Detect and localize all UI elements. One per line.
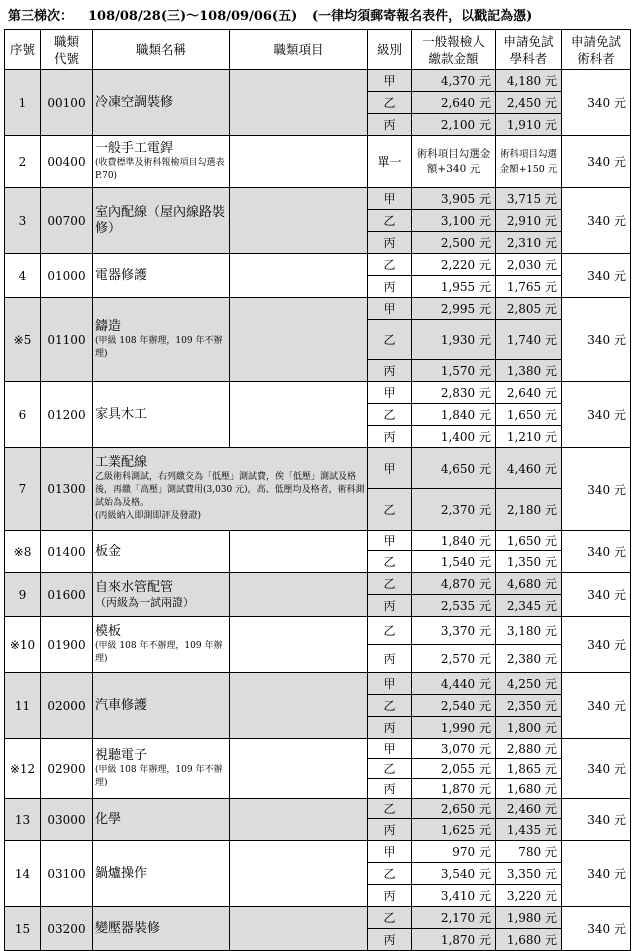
table-row <box>5 799 631 819</box>
table-row <box>5 617 631 645</box>
fee-cell: 術科項目勾選金額+340 元 <box>412 136 496 188</box>
level-cell: 乙 <box>368 617 412 645</box>
fee-cell: 970 元 <box>412 841 496 863</box>
row-item <box>230 739 368 799</box>
batch-label: 第三梯次： <box>8 9 74 24</box>
fee-cell: 1,990 元 <box>412 717 496 739</box>
level-cell: 丙 <box>368 929 412 951</box>
exempt-tech-cell: 340 元 <box>562 382 631 448</box>
exempt-tech-cell: 340 元 <box>562 188 631 254</box>
row-name-text: 冷凍空調裝修 <box>95 94 174 110</box>
level-cell: 乙 <box>368 863 412 885</box>
fee-cell: 2,170 元 <box>412 907 496 929</box>
level-cell: 丙 <box>368 114 412 136</box>
exempt-skill-cell: 1,380 元 <box>496 360 562 382</box>
exempt-tech-cell: 340 元 <box>562 531 631 573</box>
row-name <box>93 188 230 254</box>
row-code: 02000 <box>41 673 93 739</box>
fee-cell: 1,955 元 <box>412 276 496 298</box>
row-name-text: 家具木工 <box>95 406 148 422</box>
level-cell: 丙 <box>368 885 412 907</box>
exempt-skill-cell: 4,460 元 <box>496 448 562 489</box>
table-row <box>5 739 631 759</box>
level-cell: 乙 <box>368 404 412 426</box>
batch-dates: 108/08/28(三)～108/09/06(五) <box>88 9 298 24</box>
exempt-skill-cell: 3,180 元 <box>496 617 562 645</box>
row-seq: 15 <box>5 907 41 951</box>
fee-cell: 3,410 元 <box>412 885 496 907</box>
col-fee: 一般報檢人繳款金額 <box>412 30 496 70</box>
exempt-skill-cell: 1,650 元 <box>496 531 562 551</box>
batch-title-bar <box>4 7 630 27</box>
row-item <box>230 573 368 617</box>
level-cell: 乙 <box>368 92 412 114</box>
row-seq: 1 <box>5 70 41 136</box>
exempt-skill-cell: 1,210 元 <box>496 426 562 448</box>
row-name <box>93 799 230 841</box>
exempt-skill-cell: 2,310 元 <box>496 232 562 254</box>
exempt-skill-cell: 2,450 元 <box>496 92 562 114</box>
row-name-text: 模板 <box>95 623 122 639</box>
exempt-skill-cell: 4,180 元 <box>496 70 562 92</box>
row-name <box>93 382 230 448</box>
row-note: (甲級 108 年辦理，109 年不辦理) <box>95 335 223 359</box>
fee-cell: 2,995 元 <box>412 298 496 320</box>
exempt-skill-cell: 1,800 元 <box>496 717 562 739</box>
row-note: (收費標準及術科報檢項目勾選表 P.70) <box>95 157 225 181</box>
row-item <box>230 799 368 841</box>
table-row <box>5 188 631 210</box>
fee-table-body <box>5 70 631 951</box>
row-code: 01900 <box>41 617 93 673</box>
exempt-skill-cell: 1,980 元 <box>496 907 562 929</box>
row-code: 01400 <box>41 531 93 573</box>
table-row <box>5 298 631 320</box>
row-code: 01000 <box>41 254 93 298</box>
exempt-skill-cell: 2,350 元 <box>496 695 562 717</box>
col-exempt-tech: 申請免試術科者 <box>562 30 631 70</box>
level-cell: 丙 <box>368 645 412 673</box>
row-item <box>230 617 368 673</box>
exempt-skill-cell: 2,345 元 <box>496 595 562 617</box>
fee-cell: 1,840 元 <box>412 531 496 551</box>
exempt-tech-cell: 340 元 <box>562 617 631 673</box>
fee-cell: 2,500 元 <box>412 232 496 254</box>
fee-cell: 3,070 元 <box>412 739 496 759</box>
fee-cell: 4,650 元 <box>412 448 496 489</box>
row-name-text: 視聽電子 <box>95 747 148 763</box>
fee-cell: 2,830 元 <box>412 382 496 404</box>
row-name-text: 鑄造 <box>95 318 122 334</box>
exempt-tech-cell: 340 元 <box>562 448 631 531</box>
row-item <box>230 254 368 298</box>
row-name-text: 室內配線（屋內線路裝修） <box>95 204 226 236</box>
level-cell: 乙 <box>368 210 412 232</box>
row-code: 00100 <box>41 70 93 136</box>
fee-cell: 4,870 元 <box>412 573 496 595</box>
exempt-skill-cell: 3,220 元 <box>496 885 562 907</box>
fee-cell: 1,540 元 <box>412 551 496 573</box>
row-name-text: 變壓器裝修 <box>95 920 161 936</box>
row-name <box>93 573 230 617</box>
row-name <box>93 907 230 951</box>
table-row <box>5 531 631 551</box>
row-name-text: 鍋爐操作 <box>95 865 148 881</box>
level-cell: 乙 <box>368 254 412 276</box>
level-cell: 甲 <box>368 448 412 489</box>
row-seq: ※10 <box>5 617 41 673</box>
table-row <box>5 254 631 276</box>
row-code: 01300 <box>41 448 93 531</box>
exempt-skill-cell: 2,180 元 <box>496 489 562 531</box>
row-code: 00400 <box>41 136 93 188</box>
row-seq: 4 <box>5 254 41 298</box>
exempt-tech-cell: 340 元 <box>562 739 631 799</box>
row-note: (甲級 108 年不辦理，109 年辦理) <box>95 640 223 664</box>
row-name-text: 自來水管配管 <box>95 580 174 595</box>
exempt-skill-cell: 術科項目勾選金額+150 元 <box>496 136 562 188</box>
row-subnote: （丙級為一試兩證） <box>95 596 194 609</box>
row-code: 03000 <box>41 799 93 841</box>
row-name <box>93 448 368 531</box>
level-cell: 乙 <box>368 695 412 717</box>
exempt-skill-cell: 1,350 元 <box>496 551 562 573</box>
row-name-text: 一般手工電銲 <box>95 140 174 156</box>
fee-cell: 2,220 元 <box>412 254 496 276</box>
row-seq: ※12 <box>5 739 41 799</box>
fee-cell: 1,400 元 <box>412 426 496 448</box>
fee-table <box>4 29 631 951</box>
exempt-skill-cell: 2,030 元 <box>496 254 562 276</box>
exempt-skill-cell: 1,765 元 <box>496 276 562 298</box>
row-item <box>230 298 368 382</box>
row-name <box>93 298 230 382</box>
fee-cell: 1,840 元 <box>412 404 496 426</box>
row-name-text: 汽車修護 <box>95 697 148 713</box>
exempt-skill-cell: 1,680 元 <box>496 779 562 799</box>
row-name <box>93 739 230 799</box>
level-cell: 甲 <box>368 70 412 92</box>
row-code: 03100 <box>41 841 93 907</box>
row-seq: 14 <box>5 841 41 907</box>
level-cell: 乙 <box>368 551 412 573</box>
row-code: 00700 <box>41 188 93 254</box>
row-code: 02900 <box>41 739 93 799</box>
row-code: 01200 <box>41 382 93 448</box>
exempt-skill-cell: 3,350 元 <box>496 863 562 885</box>
level-cell: 甲 <box>368 531 412 551</box>
row-item <box>230 531 368 573</box>
fee-cell: 2,055 元 <box>412 759 496 779</box>
row-seq: ※5 <box>5 298 41 382</box>
exempt-skill-cell: 1,910 元 <box>496 114 562 136</box>
row-item <box>230 188 368 254</box>
row-name <box>93 70 230 136</box>
exempt-skill-cell: 4,250 元 <box>496 673 562 695</box>
row-name-text: 電器修護 <box>95 267 148 283</box>
exempt-tech-cell: 340 元 <box>562 673 631 739</box>
fee-cell: 4,370 元 <box>412 70 496 92</box>
col-exempt-skill: 申請免試學科者 <box>496 30 562 70</box>
level-cell: 甲 <box>368 298 412 320</box>
row-code: 01600 <box>41 573 93 617</box>
level-cell: 甲 <box>368 739 412 759</box>
exempt-tech-cell: 340 元 <box>562 298 631 382</box>
exempt-tech-cell: 340 元 <box>562 573 631 617</box>
col-seq: 序號 <box>5 30 41 70</box>
fee-cell: 1,625 元 <box>412 819 496 841</box>
fee-cell: 2,370 元 <box>412 489 496 531</box>
exempt-skill-cell: 2,460 元 <box>496 799 562 819</box>
col-item: 職類項目 <box>230 30 368 70</box>
exempt-skill-cell: 2,640 元 <box>496 382 562 404</box>
table-row <box>5 573 631 595</box>
exempt-skill-cell: 4,680 元 <box>496 573 562 595</box>
fee-cell: 2,535 元 <box>412 595 496 617</box>
exempt-tech-cell: 340 元 <box>562 841 631 907</box>
level-cell: 乙 <box>368 573 412 595</box>
fee-cell: 1,870 元 <box>412 779 496 799</box>
level-cell: 單一 <box>368 136 412 188</box>
level-cell: 丙 <box>368 779 412 799</box>
level-cell: 丙 <box>368 595 412 617</box>
row-note: (甲級 108 年辦理，109 年不辦理) <box>95 764 223 788</box>
exempt-tech-cell: 340 元 <box>562 254 631 298</box>
fee-cell: 1,870 元 <box>412 929 496 951</box>
row-name-text: 板金 <box>95 543 122 559</box>
exempt-tech-cell: 340 元 <box>562 136 631 188</box>
fee-cell: 1,570 元 <box>412 360 496 382</box>
row-name <box>93 673 230 739</box>
exempt-tech-cell: 340 元 <box>562 907 631 951</box>
fee-cell: 2,650 元 <box>412 799 496 819</box>
level-cell: 丙 <box>368 426 412 448</box>
row-name <box>93 617 230 673</box>
level-cell: 丙 <box>368 276 412 298</box>
level-cell: 甲 <box>368 382 412 404</box>
row-seq: 11 <box>5 673 41 739</box>
row-seq: 6 <box>5 382 41 448</box>
row-note: 乙級術科測試，右列繳交為「低壓」測試費，俟「低壓」測試及格後，再繳「高壓」測試費用(3,030 元)，高、低壓均及格者，術科測試始為及格。 <box>95 472 365 508</box>
col-name: 職類名稱 <box>93 30 230 70</box>
row-note-2: (丙級納入即測即評及發證) <box>95 511 202 521</box>
exempt-skill-cell: 1,435 元 <box>496 819 562 841</box>
exempt-skill-cell: 2,380 元 <box>496 645 562 673</box>
row-name <box>93 531 230 573</box>
fee-cell: 3,100 元 <box>412 210 496 232</box>
row-code: 03200 <box>41 907 93 951</box>
level-cell: 乙 <box>368 799 412 819</box>
fee-cell: 3,370 元 <box>412 617 496 645</box>
row-seq: 9 <box>5 573 41 617</box>
level-cell: 乙 <box>368 759 412 779</box>
row-name <box>93 254 230 298</box>
row-seq: 7 <box>5 448 41 531</box>
fee-cell: 1,930 元 <box>412 320 496 360</box>
level-cell: 丙 <box>368 819 412 841</box>
row-name <box>93 136 230 188</box>
table-row <box>5 382 631 404</box>
exempt-tech-cell: 340 元 <box>562 799 631 841</box>
exempt-skill-cell: 2,805 元 <box>496 298 562 320</box>
level-cell: 乙 <box>368 320 412 360</box>
fee-cell: 3,540 元 <box>412 863 496 885</box>
level-cell: 丙 <box>368 360 412 382</box>
level-cell: 甲 <box>368 673 412 695</box>
table-row <box>5 70 631 92</box>
table-row <box>5 907 631 929</box>
level-cell: 乙 <box>368 907 412 929</box>
exempt-tech-cell: 340 元 <box>562 70 631 136</box>
row-seq: 13 <box>5 799 41 841</box>
row-item <box>230 70 368 136</box>
table-row <box>5 136 631 188</box>
row-item <box>230 382 368 448</box>
level-cell: 乙 <box>368 489 412 531</box>
exempt-skill-cell: 1,865 元 <box>496 759 562 779</box>
table-row <box>5 841 631 863</box>
level-cell: 丙 <box>368 717 412 739</box>
fee-cell: 2,640 元 <box>412 92 496 114</box>
row-name-text: 化學 <box>95 811 122 827</box>
exempt-skill-cell: 3,715 元 <box>496 188 562 210</box>
row-name-text: 工業配線 <box>95 455 148 470</box>
fee-cell: 2,100 元 <box>412 114 496 136</box>
exempt-skill-cell: 2,910 元 <box>496 210 562 232</box>
level-cell: 甲 <box>368 188 412 210</box>
row-item <box>230 673 368 739</box>
col-level: 級別 <box>368 30 412 70</box>
row-seq: 3 <box>5 188 41 254</box>
table-row <box>5 448 631 489</box>
level-cell: 丙 <box>368 232 412 254</box>
table-row <box>5 673 631 695</box>
row-seq: 2 <box>5 136 41 188</box>
exempt-skill-cell: 780 元 <box>496 841 562 863</box>
exempt-skill-cell: 1,680 元 <box>496 929 562 951</box>
row-code: 01100 <box>41 298 93 382</box>
fee-cell: 4,440 元 <box>412 673 496 695</box>
exempt-skill-cell: 1,650 元 <box>496 404 562 426</box>
exempt-skill-cell: 1,740 元 <box>496 320 562 360</box>
fee-cell: 2,570 元 <box>412 645 496 673</box>
batch-notice: (一律均須郵寄報名表件，以戳記為憑) <box>312 9 533 24</box>
exempt-skill-cell: 2,880 元 <box>496 739 562 759</box>
row-item <box>230 907 368 951</box>
row-name <box>93 841 230 907</box>
col-code: 職類代號 <box>41 30 93 70</box>
row-seq: ※8 <box>5 531 41 573</box>
fee-cell: 2,540 元 <box>412 695 496 717</box>
level-cell: 甲 <box>368 841 412 863</box>
row-item <box>230 136 368 188</box>
row-item <box>230 841 368 907</box>
fee-cell: 3,905 元 <box>412 188 496 210</box>
